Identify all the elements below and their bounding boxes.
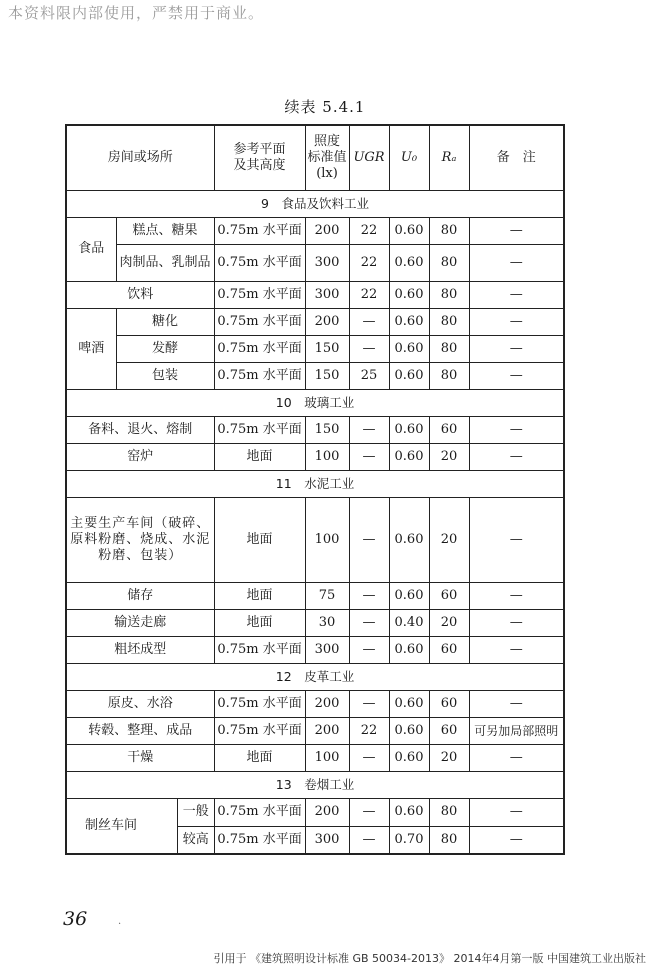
room-name: 糕点、糖果 [116, 218, 214, 245]
room-name: 一般 [178, 799, 214, 826]
note-cell: — [469, 826, 564, 854]
plane-cell: 0.75m 水平面 [214, 417, 305, 444]
plane-cell: 地面 [214, 583, 305, 610]
header-lux: 照度 标准值 (lx) [305, 125, 349, 191]
ra-cell: 80 [429, 799, 469, 827]
table-caption: 续表 5.4.1 [284, 98, 366, 116]
section-row [66, 772, 564, 799]
lux-cell: 75 [305, 583, 349, 610]
lux-cell: 200 [305, 691, 349, 718]
page-number: 36 [63, 908, 88, 930]
table-row [66, 245, 564, 282]
u0-cell: 0.60 [389, 282, 429, 309]
note-cell: — [469, 336, 564, 363]
lux-cell: 200 [305, 799, 349, 827]
ra-cell: 80 [429, 245, 469, 282]
plane-cell: 0.75m 水平面 [214, 637, 305, 664]
note-cell: — [469, 637, 564, 664]
room-name: 干燥 [66, 745, 214, 772]
section-title: 12 皮革工业 [66, 664, 564, 691]
room-name: 发酵 [116, 336, 214, 363]
lux-cell: 300 [305, 637, 349, 664]
ra-cell: 60 [429, 691, 469, 718]
room-name: 肉制品、乳制品 [116, 245, 214, 282]
section-title: 11 水泥工业 [66, 471, 564, 498]
ugr-cell: 22 [349, 718, 389, 745]
ra-cell: 80 [429, 218, 469, 245]
u0-cell: 0.60 [389, 718, 429, 745]
room-name: 储存 [66, 583, 214, 610]
group-label [66, 799, 214, 855]
table-row [66, 444, 564, 471]
note-cell: — [469, 218, 564, 245]
lux-cell: 150 [305, 417, 349, 444]
group-label: 食品 [66, 218, 116, 282]
plane-cell: 0.75m 水平面 [214, 245, 305, 282]
u0-cell: 0.60 [389, 309, 429, 336]
section-title: 13 卷烟工业 [66, 772, 564, 799]
ra-cell: 60 [429, 718, 469, 745]
plane-cell: 地面 [214, 610, 305, 637]
ugr-cell: — [349, 336, 389, 363]
table-row [66, 498, 564, 583]
section-row [66, 664, 564, 691]
room-name: 包装 [116, 363, 214, 390]
header-note: 备 注 [469, 125, 564, 191]
plane-cell: 0.75m 水平面 [214, 309, 305, 336]
room-name: 输送走廊 [66, 610, 214, 637]
section-row [66, 471, 564, 498]
u0-cell: 0.60 [389, 637, 429, 664]
header-row [66, 125, 564, 191]
ugr-cell: — [349, 309, 389, 336]
header-u0: U₀ [389, 125, 429, 191]
ugr-cell: 22 [349, 282, 389, 309]
plane-cell: 0.75m 水平面 [214, 363, 305, 390]
ugr-cell: — [349, 498, 389, 583]
ugr-cell: — [349, 637, 389, 664]
plane-cell: 0.75m 水平面 [214, 691, 305, 718]
header-ra: Rₐ [429, 125, 469, 191]
table-row [66, 417, 564, 444]
shred-label: 制丝车间 [85, 817, 138, 833]
note-cell: — [469, 583, 564, 610]
lux-cell: 300 [305, 282, 349, 309]
u0-cell: 0.60 [389, 691, 429, 718]
section-row [66, 191, 564, 218]
ugr-cell: 25 [349, 363, 389, 390]
note-cell: 可另加局部照明 [469, 718, 564, 745]
section-title: 10 玻璃工业 [66, 390, 564, 417]
room-name: 糖化 [116, 309, 214, 336]
table-row [66, 218, 564, 245]
ra-cell: 60 [429, 637, 469, 664]
table-row [66, 336, 564, 363]
note-cell: — [469, 245, 564, 282]
lux-cell: 200 [305, 718, 349, 745]
u0-cell: 0.60 [389, 444, 429, 471]
table-row [66, 309, 564, 336]
lux-cell: 100 [305, 498, 349, 583]
room-name: 原皮、水浴 [66, 691, 214, 718]
table-row [66, 610, 564, 637]
plane-cell: 0.75m 水平面 [214, 336, 305, 363]
note-cell: — [469, 444, 564, 471]
u0-cell: 0.60 [389, 498, 429, 583]
ugr-cell: — [349, 610, 389, 637]
ugr-cell: — [349, 444, 389, 471]
u0-cell: 0.60 [389, 218, 429, 245]
ugr-cell: 22 [349, 218, 389, 245]
table-row [66, 799, 564, 827]
note-cell: — [469, 691, 564, 718]
table-row [66, 718, 564, 745]
ra-cell: 80 [429, 336, 469, 363]
u0-cell: 0.60 [389, 583, 429, 610]
group-label: 啤酒 [66, 309, 116, 390]
note-cell: — [469, 799, 564, 827]
ugr-cell: — [349, 826, 389, 854]
plane-cell: 0.75m 水平面 [214, 718, 305, 745]
ra-cell: 80 [429, 282, 469, 309]
lux-cell: 100 [305, 745, 349, 772]
section-title: 9 食品及饮料工业 [66, 191, 564, 218]
note-cell: — [469, 282, 564, 309]
note-cell: — [469, 745, 564, 772]
ra-cell: 60 [429, 417, 469, 444]
note-cell: — [469, 498, 564, 583]
ra-cell: 60 [429, 583, 469, 610]
u0-cell: 0.60 [389, 336, 429, 363]
section-row [66, 390, 564, 417]
table-row [66, 282, 564, 309]
plane-cell: 地面 [214, 498, 305, 583]
u0-cell: 0.40 [389, 610, 429, 637]
ra-cell: 20 [429, 498, 469, 583]
header-plane: 参考平面 及其高度 [214, 125, 305, 191]
plane-cell: 0.75m 水平面 [214, 826, 305, 854]
lux-cell: 200 [305, 218, 349, 245]
header-room: 房间或场所 [66, 125, 214, 191]
note-cell: — [469, 610, 564, 637]
page-dot: . [118, 916, 122, 927]
ugr-cell: — [349, 417, 389, 444]
plane-cell: 0.75m 水平面 [214, 218, 305, 245]
lux-cell: 100 [305, 444, 349, 471]
room-name: 较高 [178, 826, 214, 853]
u0-cell: 0.60 [389, 417, 429, 444]
ugr-cell: 22 [349, 245, 389, 282]
plane-cell: 地面 [214, 444, 305, 471]
u0-cell: 0.70 [389, 826, 429, 854]
ugr-cell: — [349, 799, 389, 827]
lux-cell: 300 [305, 826, 349, 854]
note-cell: — [469, 417, 564, 444]
room-name: 主要生产车间（破碎、原料粉磨、烧成、水泥粉磨、包装） [66, 498, 214, 583]
plane-cell: 0.75m 水平面 [214, 282, 305, 309]
lux-cell: 30 [305, 610, 349, 637]
lux-cell: 300 [305, 245, 349, 282]
table-row [66, 583, 564, 610]
room-name: 饮料 [66, 282, 214, 309]
ugr-cell: — [349, 745, 389, 772]
ra-cell: 80 [429, 826, 469, 854]
u0-cell: 0.60 [389, 363, 429, 390]
room-name: 粗坯成型 [66, 637, 214, 664]
shred-subtable [67, 799, 214, 853]
lighting-standard-table [65, 124, 565, 855]
plane-cell: 0.75m 水平面 [214, 799, 305, 827]
ra-cell: 20 [429, 610, 469, 637]
room-name: 备料、退火、熔制 [66, 417, 214, 444]
ra-cell: 20 [429, 444, 469, 471]
room-name: 窑炉 [66, 444, 214, 471]
room-name: 转毂、整理、成品 [66, 718, 214, 745]
ugr-cell: — [349, 691, 389, 718]
note-cell: — [469, 309, 564, 336]
ra-cell: 80 [429, 309, 469, 336]
u0-cell: 0.60 [389, 245, 429, 282]
header-ugr: UGR [349, 125, 389, 191]
lux-cell: 200 [305, 309, 349, 336]
u0-cell: 0.60 [389, 745, 429, 772]
watermark-text: 本资料限内部使用，严禁用于商业。 [8, 4, 265, 22]
plane-cell: 地面 [214, 745, 305, 772]
table-row [66, 745, 564, 772]
citation-footer: 引用于 《建筑照明设计标准 GB 50034-2013》 2014年4月第一版 中国建筑工业出版社 [213, 952, 646, 965]
table-row [66, 363, 564, 390]
ra-cell: 20 [429, 745, 469, 772]
ra-cell: 80 [429, 363, 469, 390]
ugr-cell: — [349, 583, 389, 610]
table-row [66, 637, 564, 664]
note-cell: — [469, 363, 564, 390]
lux-cell: 150 [305, 363, 349, 390]
u0-cell: 0.60 [389, 799, 429, 827]
table-row [66, 691, 564, 718]
lux-cell: 150 [305, 336, 349, 363]
